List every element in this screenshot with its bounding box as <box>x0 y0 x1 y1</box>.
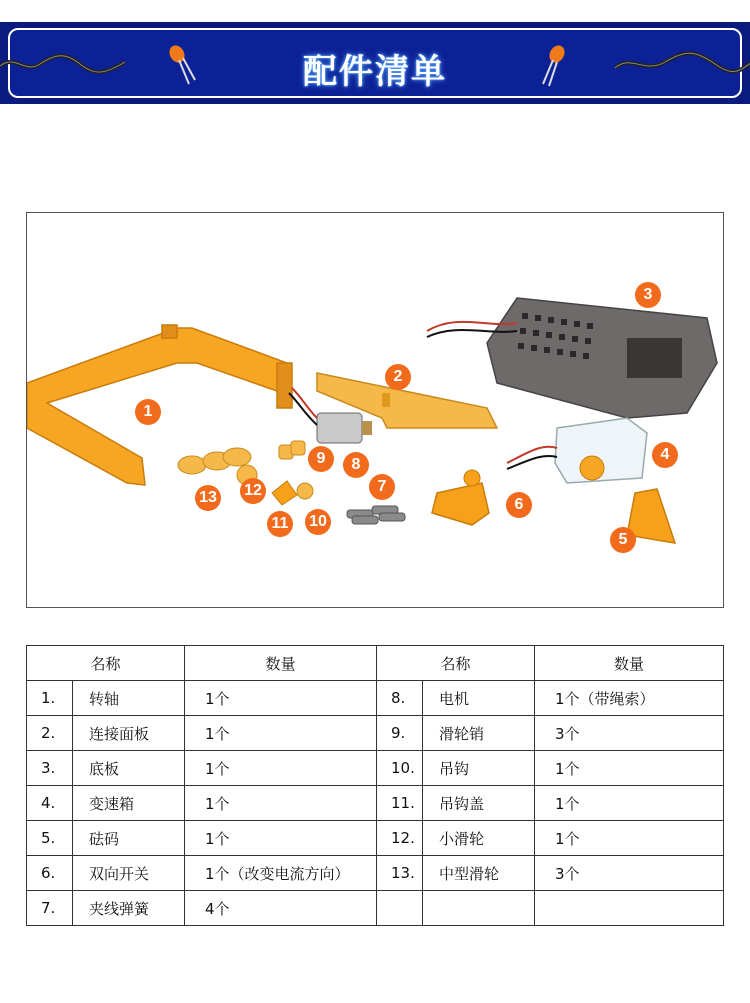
row-qty: 3个 <box>535 856 724 891</box>
row-name: 砝码 <box>73 821 185 856</box>
parts-photo <box>26 212 724 608</box>
row-num: 11. <box>377 786 423 821</box>
row-qty: 1个 <box>535 751 724 786</box>
row-qty: 1个 <box>535 821 724 856</box>
row-qty: 3个 <box>535 716 724 751</box>
row-name: 转轴 <box>73 681 185 716</box>
row-name: 电机 <box>423 681 535 716</box>
callout-4: 4 <box>652 442 678 468</box>
row-qty: 1个 <box>185 821 377 856</box>
row-num: 10. <box>377 751 423 786</box>
row-name: 夹线弹簧 <box>73 891 185 926</box>
header-name-left: 名称 <box>27 646 185 681</box>
row-qty: 1个（改变电流方向） <box>185 856 377 891</box>
row-name: 连接面板 <box>73 716 185 751</box>
spring-clips-part <box>347 506 405 524</box>
callout-13: 13 <box>195 485 221 511</box>
row-num: 1. <box>27 681 73 716</box>
row-name <box>423 891 535 926</box>
row-num: 9. <box>377 716 423 751</box>
table-row <box>27 891 724 926</box>
table-row <box>27 716 724 751</box>
row-name: 吊钩 <box>423 751 535 786</box>
table-row <box>27 786 724 821</box>
row-num <box>377 891 423 926</box>
header-qty-left: 数量 <box>185 646 377 681</box>
header-name-right: 名称 <box>377 646 535 681</box>
callout-12: 12 <box>240 478 266 504</box>
row-qty: 1个 <box>185 751 377 786</box>
row-name: 变速箱 <box>73 786 185 821</box>
callout-8: 8 <box>343 452 369 478</box>
base-plate-part <box>427 298 717 418</box>
callout-2: 2 <box>385 364 411 390</box>
table-row <box>27 856 724 891</box>
row-name: 小滑轮 <box>423 821 535 856</box>
table-row <box>27 821 724 856</box>
wire-right-icon <box>615 44 750 84</box>
parts-table <box>26 645 724 926</box>
table-row <box>27 681 724 716</box>
row-qty: 4个 <box>185 891 377 926</box>
row-qty: 1个 <box>535 786 724 821</box>
title-banner <box>0 22 750 104</box>
table-header-row <box>27 646 724 681</box>
callout-10: 10 <box>305 509 331 535</box>
row-qty: 1个 <box>185 681 377 716</box>
row-num: 4. <box>27 786 73 821</box>
row-num: 12. <box>377 821 423 856</box>
row-num: 8. <box>377 681 423 716</box>
row-num: 5. <box>27 821 73 856</box>
callout-3: 3 <box>635 282 661 308</box>
row-name: 滑轮销 <box>423 716 535 751</box>
row-name: 吊钩盖 <box>423 786 535 821</box>
row-name: 双向开关 <box>73 856 185 891</box>
banner-title: 配件清单 <box>303 52 447 92</box>
callout-5: 5 <box>610 527 636 553</box>
callout-11: 11 <box>267 511 293 537</box>
callout-9: 9 <box>308 446 334 472</box>
row-name: 底板 <box>73 751 185 786</box>
led-right-icon <box>535 42 575 92</box>
callout-1: 1 <box>135 399 161 425</box>
row-qty: 1个 <box>185 786 377 821</box>
table-row <box>27 751 724 786</box>
row-num: 13. <box>377 856 423 891</box>
hook-cover-part <box>272 481 297 505</box>
row-num: 7. <box>27 891 73 926</box>
row-num: 3. <box>27 751 73 786</box>
row-num: 6. <box>27 856 73 891</box>
gearbox-part <box>507 418 647 483</box>
row-qty: 1个 <box>185 716 377 751</box>
pulley-pins-part <box>279 441 305 459</box>
callout-6: 6 <box>506 492 532 518</box>
header-qty-right: 数量 <box>535 646 724 681</box>
row-num: 2. <box>27 716 73 751</box>
row-name: 中型滑轮 <box>423 856 535 891</box>
row-qty: 1个（带绳索） <box>535 681 724 716</box>
switch-part <box>432 470 489 525</box>
hook-part <box>297 483 313 499</box>
row-qty <box>535 891 724 926</box>
callout-7: 7 <box>369 474 395 500</box>
